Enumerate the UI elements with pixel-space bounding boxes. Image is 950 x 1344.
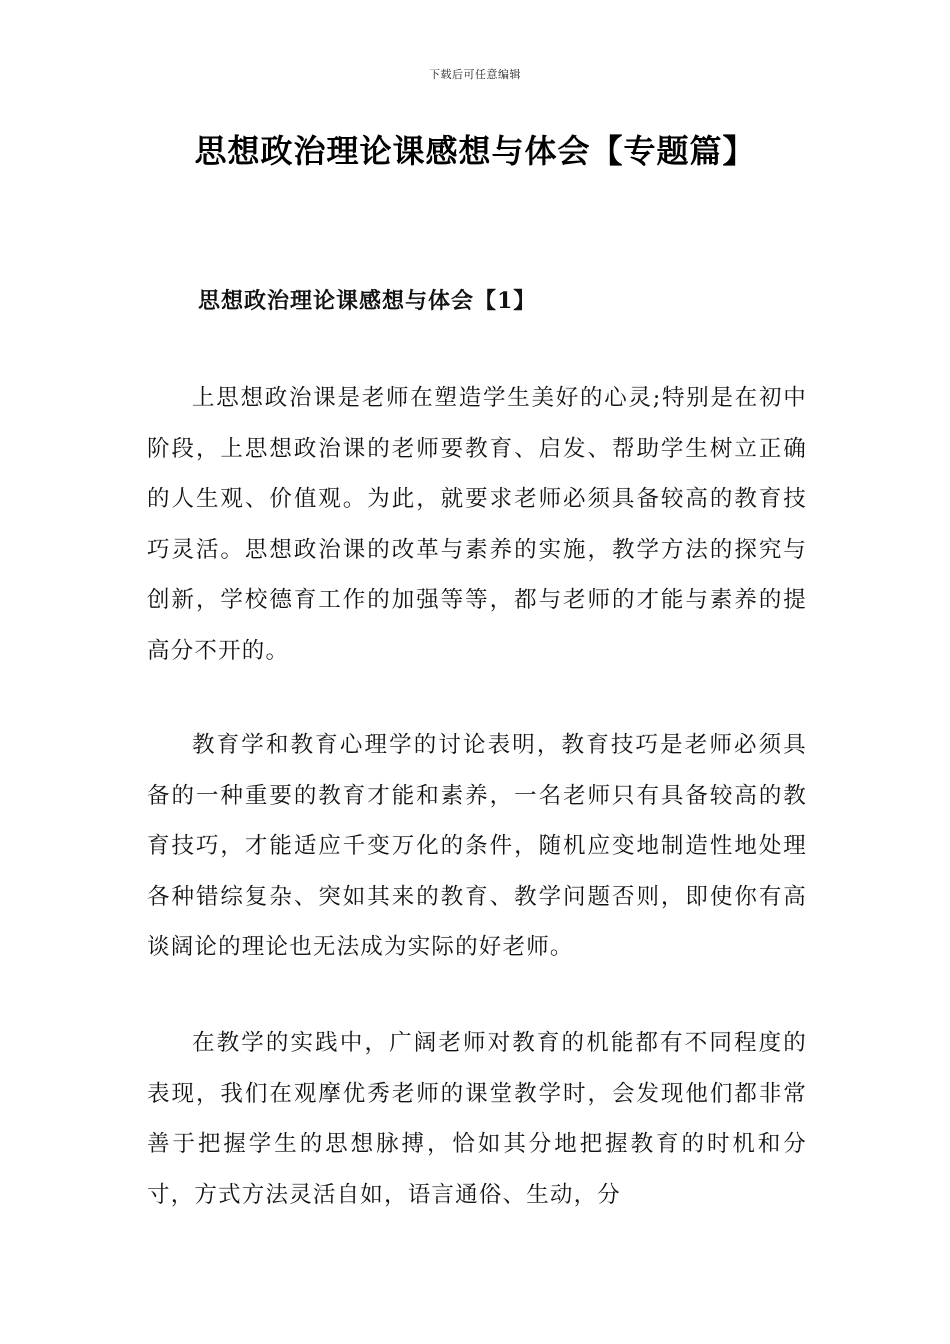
header-note: 下载后可任意编辑 [429, 68, 521, 81]
document-title: 思想政治理论课感想与体会【专题篇】 [194, 132, 756, 170]
body-paragraph: 上思想政治课是老师在塑造学生美好的心灵;特别是在初中阶段，上思想政治课的老师要教育、启发、帮助学生树立正确的人生观、价值观。为此，就要求老师必须具备较高的教育技巧灵活。思想政治课的改革与素养的实施，教学方法的探究与创新，学校德育工作的加强等等，都与老师的才能与素养的提高分不开的。 [147, 385, 807, 664]
body-paragraph: 教育学和教育心理学的讨论表明，教育技巧是老师必须具备的一种重要的教育才能和素养，一名老师只有具备较高的教育技巧，才能适应千变万化的条件，随机应变地制造性地处理各种错综复杂、突如其来的教育、教学问题否则，即使你有高谈阔论的理论也无法成为实际的好老师。 [147, 732, 807, 960]
section-heading: 思想政治理论课感想与体会【1】 [198, 288, 537, 314]
body-paragraph: 在教学的实践中，广阔老师对教育的机能都有不同程度的表现，我们在观摩优秀老师的课堂教学时，会发现他们都非常善于把握学生的思想脉搏，恰如其分地把握教育的时机和分寸，方式方法灵活自如，语言通俗、生动，分 [147, 1030, 807, 1208]
